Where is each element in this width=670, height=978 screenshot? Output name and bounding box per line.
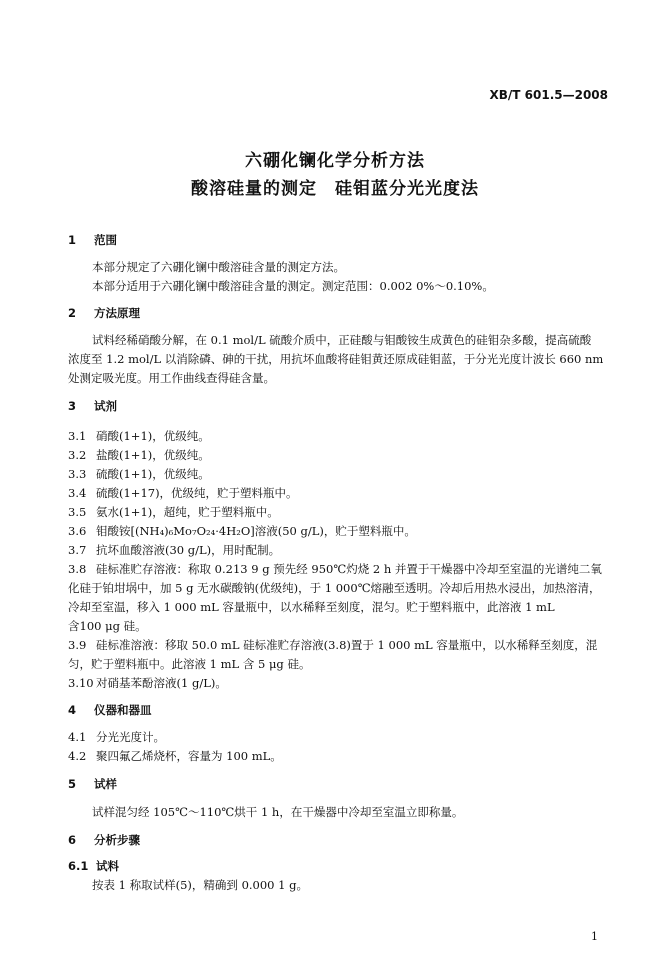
list-item: 3.6 钼酸铵[(NH₄)₆Mo₇O₂₄·4H₂O]溶液(50 g/L)，贮于塑料瓶中。 — [68, 524, 416, 538]
list-item-continuation: 匀，贮于塑料瓶中。此溶液 1 mL 含 5 μg 硅。 — [68, 657, 311, 671]
doc-title-line1: 六硼化镧化学分析方法 — [245, 151, 425, 171]
section-title: 分析步骤 — [94, 833, 140, 847]
list-item: 3.9 硅标准溶液：移取 50.0 mL 硅标准贮存溶液(3.8)置于 1 000 mL 容量瓶中，以水稀释至刻度，混 — [68, 638, 598, 652]
section-number: 4 — [68, 703, 77, 717]
list-item: 3.10 对硝基苯酚溶液(1 g/L)。 — [68, 676, 227, 690]
section-1-heading — [68, 232, 117, 248]
section-title: 试样 — [94, 777, 117, 791]
section-title: 方法原理 — [94, 306, 140, 320]
paragraph: 试样混匀经 105℃～110℃烘干 1 h，在干燥器中冷却至室温立即称量。 — [92, 805, 464, 819]
list-item: 3.5 氨水(1+1)，超纯，贮于塑料瓶中。 — [68, 505, 279, 519]
section-number: 1 — [68, 233, 77, 247]
page-number: 1 — [591, 930, 598, 943]
section-3-heading — [68, 398, 117, 414]
section-title: 范围 — [94, 233, 117, 247]
section-number: 5 — [68, 777, 77, 791]
list-item-continuation: 冷却至室温，移入 1 000 mL 容量瓶中，以水稀释至刻度，混匀。贮于塑料瓶中，此溶液 1 mL — [68, 600, 555, 614]
doc-title-line2: 酸溶硅量的测定 硅钼蓝分光光度法 — [191, 179, 479, 199]
section-number: 6 — [68, 833, 77, 847]
list-item: 4.2 聚四氟乙烯烧杯，容量为 100 mL。 — [68, 749, 282, 763]
section-4-heading — [68, 702, 152, 718]
paragraph-line: 试料经稀硝酸分解，在 0.1 mol/L 硫酸介质中，正硅酸与钼酸铵生成黄色的硅钼杂多酸，提高硫酸 — [92, 333, 592, 347]
list-item-continuation: 化硅于铂坩埚中，加 5 g 无水碳酸钠(优级纯)，于 1 000℃熔融至透明。冷却后用热水浸出，加热溶清， — [68, 581, 601, 595]
list-item: 3.1 硝酸(1+1)，优级纯。 — [68, 429, 210, 443]
standard-code: XB/T 601.5—2008 — [489, 88, 608, 102]
paragraph: 按表 1 称取试样(5)，精确到 0.000 1 g。 — [92, 878, 308, 892]
section-6-heading — [68, 832, 140, 848]
list-item: 3.8 硅标准贮存溶液：称取 0.213 9 g 预先经 950℃灼烧 2 h 并置于干燥器中冷却至室温的光谱纯二氧 — [68, 562, 602, 576]
paragraph-line: 处测定吸光度。用工作曲线查得硅含量。 — [68, 371, 275, 385]
section-title: 仪器和器皿 — [94, 703, 152, 717]
paragraph-line: 浓度至 1.2 mol/L 以消除磷、砷的干扰，用抗坏血酸将硅钼黄还原成硅钼蓝，于分光光度计波长 660 nm — [68, 352, 604, 366]
section-title: 试剂 — [94, 399, 117, 413]
list-item: 3.7 抗坏血酸溶液(30 g/L)，用时配制。 — [68, 543, 281, 557]
list-item: 3.4 硫酸(1+17)，优级纯，贮于塑料瓶中。 — [68, 486, 298, 500]
list-item-continuation: 含100 μg 硅。 — [68, 619, 147, 633]
section-5-heading — [68, 776, 117, 792]
section-2-heading — [68, 305, 140, 321]
paragraph: 本部分适用于六硼化镧中酸溶硅含量的测定。测定范围：0.002 0%～0.10%。 — [92, 279, 494, 293]
list-item: 3.3 硫酸(1+1)，优级纯。 — [68, 467, 210, 481]
section-number: 2 — [68, 306, 77, 320]
paragraph: 本部分规定了六硼化镧中酸溶硅含量的测定方法。 — [92, 260, 345, 274]
subsection-heading: 6.1 试料 — [68, 859, 119, 873]
list-item: 4.1 分光光度计。 — [68, 730, 165, 744]
section-number: 3 — [68, 399, 77, 413]
list-item: 3.2 盐酸(1+1)，优级纯。 — [68, 448, 210, 462]
